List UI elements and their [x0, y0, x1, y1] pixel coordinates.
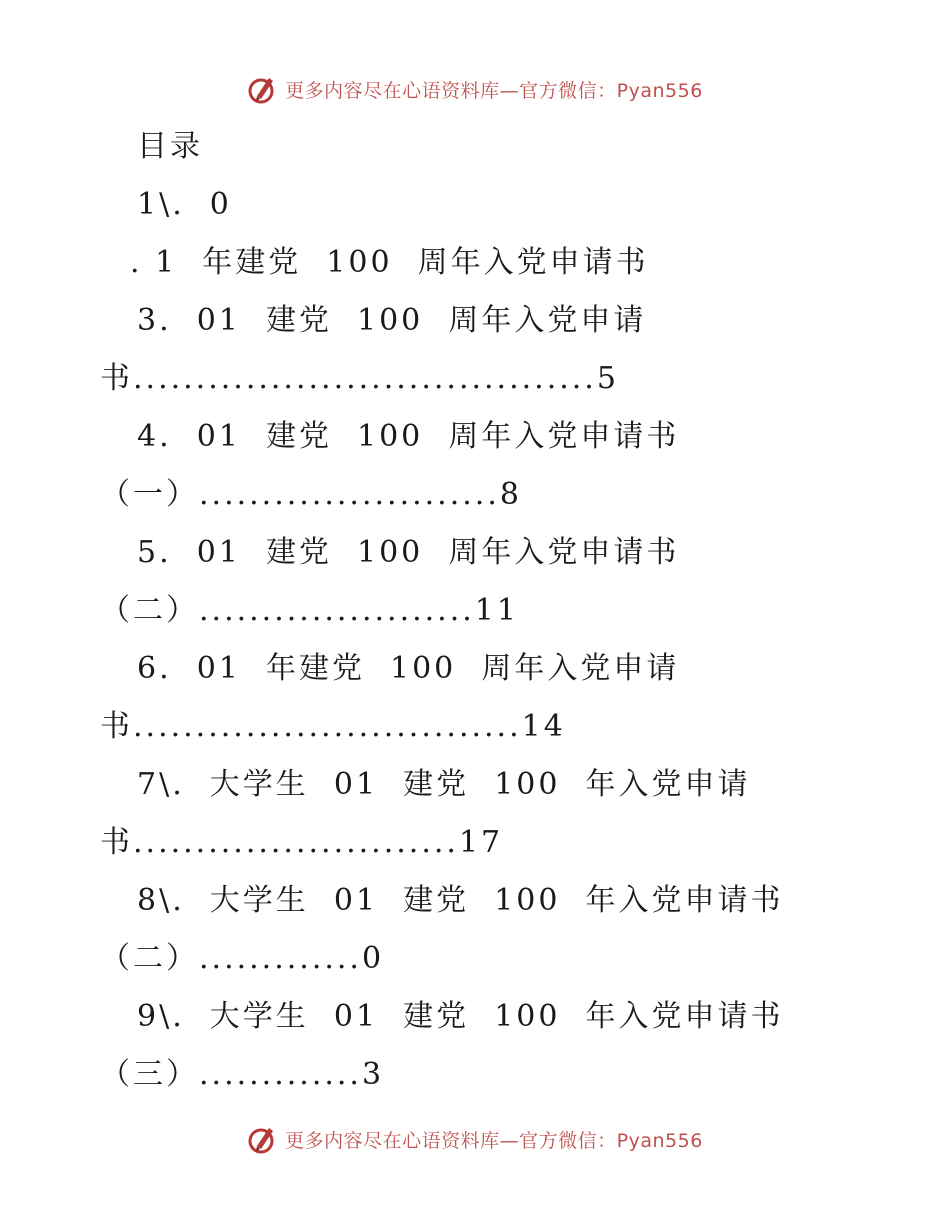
pen-logo-icon — [247, 72, 277, 106]
toc-line: 书.....................................5 — [100, 361, 619, 396]
toc-line: （三）.............3 — [100, 1057, 385, 1092]
toc-line: 3. 01 建党 100 周年入党申请 — [137, 303, 647, 338]
toc-line: . 1 年建党 100 周年入党申请书 — [130, 245, 649, 280]
toc-line: （二）.............0 — [100, 941, 385, 976]
toc-line: 7\. 大学生 01 建党 100 年入党申请 — [137, 767, 751, 802]
toc-line: （一）........................8 — [100, 477, 522, 512]
footer-watermark — [0, 1122, 950, 1156]
toc-line: 4. 01 建党 100 周年入党申请书 — [137, 419, 680, 454]
toc-line: 书..........................17 — [100, 825, 504, 860]
toc-line: 5. 01 建党 100 周年入党申请书 — [137, 535, 680, 570]
toc-line: 8\. 大学生 01 建党 100 年入党申请书 — [137, 883, 784, 918]
toc-line: 书...............................14 — [100, 709, 566, 744]
header-watermark — [0, 72, 950, 106]
toc-title: 目录 — [137, 129, 203, 164]
watermark-text: 更多内容尽在心语资料库—官方微信：Pyan556 — [285, 1129, 703, 1152]
toc-line: 1\. 0 — [137, 187, 232, 222]
toc-line: 9\. 大学生 01 建党 100 年入党申请书 — [137, 999, 784, 1034]
pen-logo-icon — [247, 1122, 277, 1156]
toc-line: （二）......................11 — [100, 593, 519, 628]
toc-line: 6. 01 年建党 100 周年入党申请 — [137, 651, 680, 686]
watermark-text: 更多内容尽在心语资料库—官方微信：Pyan556 — [285, 79, 703, 102]
